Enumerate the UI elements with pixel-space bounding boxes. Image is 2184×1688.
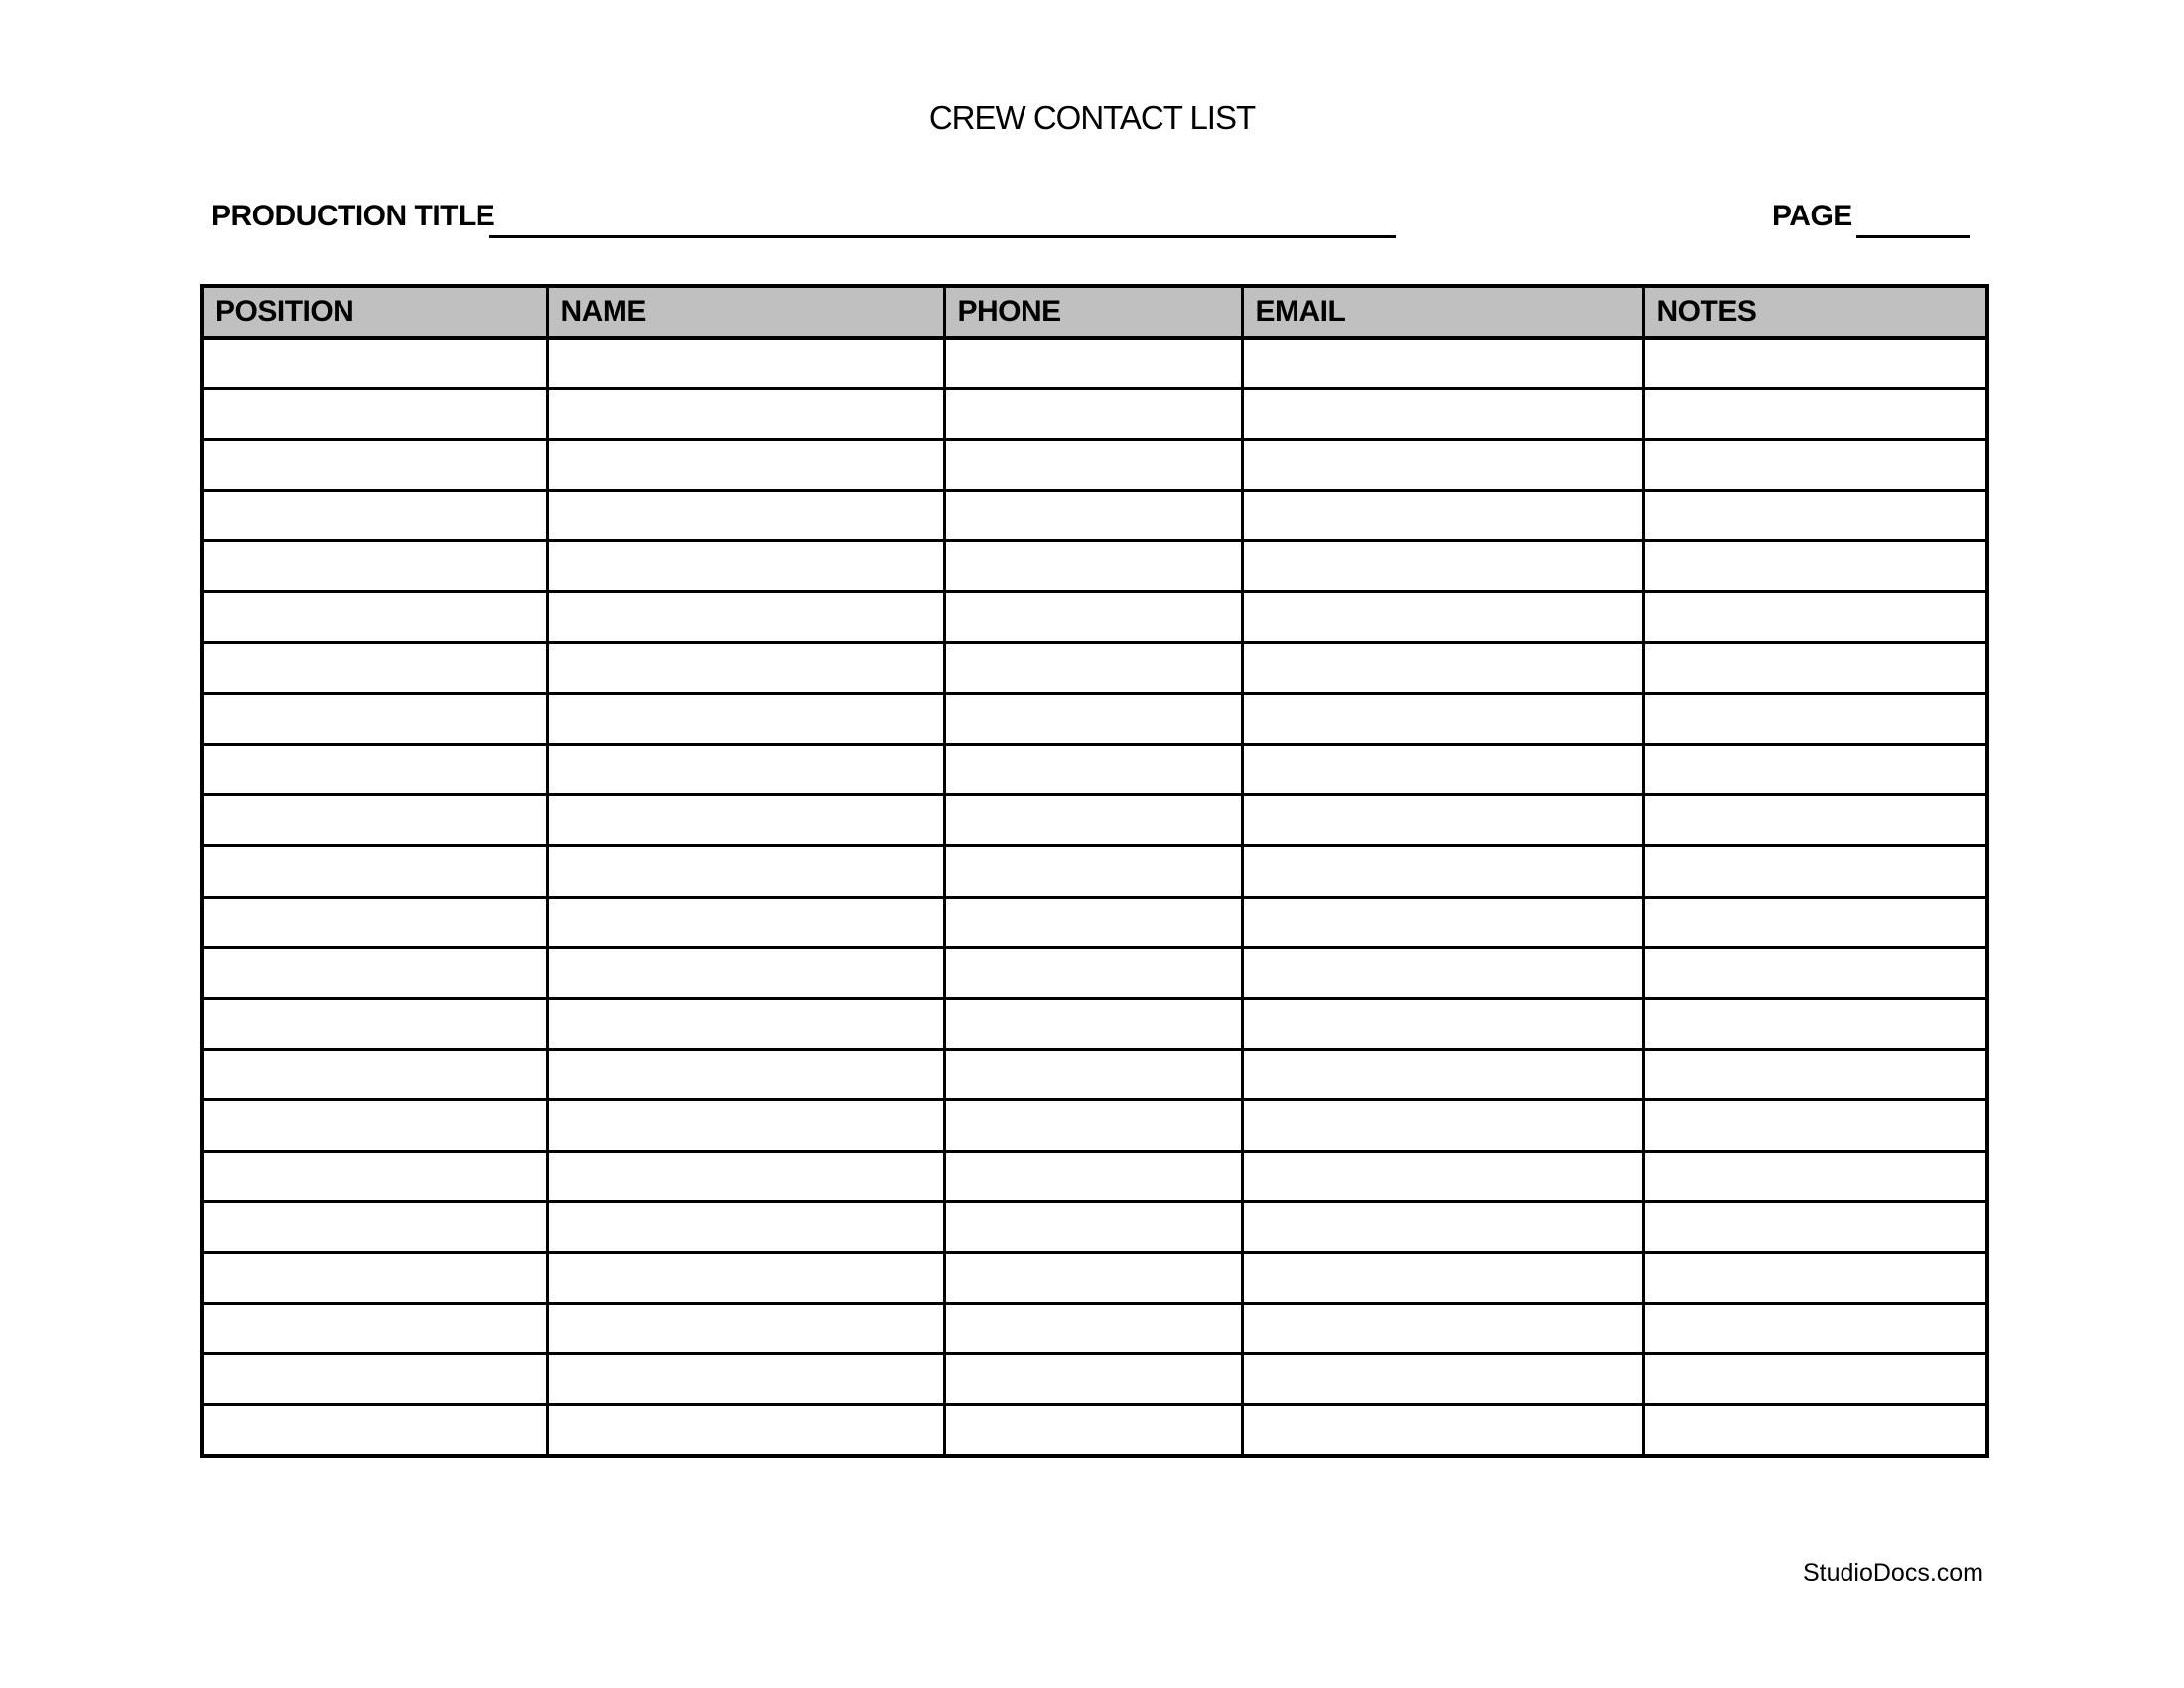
table-cell [547, 897, 944, 947]
table-cell [547, 491, 944, 541]
table-cell [1643, 338, 1987, 388]
table-cell [1643, 388, 1987, 439]
table-cell [202, 592, 547, 642]
table-cell [547, 1050, 944, 1100]
table-cell [1242, 795, 1643, 846]
table-cell [1643, 491, 1987, 541]
table-cell [1643, 745, 1987, 795]
table-cell [1242, 541, 1643, 592]
table-row [202, 541, 1987, 592]
page-blank-line [1856, 203, 1970, 238]
table-cell [202, 491, 547, 541]
table-cell [547, 439, 944, 490]
table-cell [202, 897, 547, 947]
footer-watermark: StudioDocs.com [1802, 1559, 1983, 1587]
table-cell [1643, 1050, 1987, 1100]
table-cell [547, 745, 944, 795]
table-cell [1643, 1201, 1987, 1252]
table-row [202, 846, 1987, 897]
table-cell [1643, 642, 1987, 693]
table-cell [547, 1201, 944, 1252]
table-cell [944, 897, 1242, 947]
table-cell [547, 1252, 944, 1303]
table-cell [1643, 1354, 1987, 1405]
table-cell [944, 1201, 1242, 1252]
table-cell [1242, 1201, 1643, 1252]
table-cell [202, 1354, 547, 1405]
table-cell [944, 642, 1242, 693]
table-cell [944, 1100, 1242, 1151]
table-cell [202, 795, 547, 846]
table-row [202, 897, 1987, 947]
table-cell [1643, 439, 1987, 490]
table-cell [1643, 693, 1987, 744]
column-header-notes: NOTES [1643, 286, 1987, 338]
table-cell [944, 1050, 1242, 1100]
table-row [202, 592, 1987, 642]
table-cell [1242, 998, 1643, 1049]
table-cell [944, 1151, 1242, 1201]
table-cell [1242, 1405, 1643, 1456]
table-cell [1643, 998, 1987, 1049]
table-cell [1643, 1252, 1987, 1303]
table-cell [202, 1252, 547, 1303]
crew-contact-table [200, 284, 1989, 1458]
table-cell [202, 1304, 547, 1354]
table-cell [944, 388, 1242, 439]
table-cell [1242, 947, 1643, 998]
table-cell [1242, 1252, 1643, 1303]
table-cell [1242, 745, 1643, 795]
column-header-position: POSITION [202, 286, 547, 338]
table-cell [1242, 1151, 1643, 1201]
table-row [202, 1100, 1987, 1151]
table-cell [1242, 1304, 1643, 1354]
table-cell [944, 745, 1242, 795]
table-cell [547, 1304, 944, 1354]
table-row [202, 1252, 1987, 1303]
table-row [202, 947, 1987, 998]
table-cell [1643, 897, 1987, 947]
table-cell [1643, 592, 1987, 642]
table-cell [1242, 642, 1643, 693]
table-row [202, 795, 1987, 846]
table-cell [944, 1252, 1242, 1303]
column-header-email: EMAIL [1242, 286, 1643, 338]
table-cell [1643, 947, 1987, 998]
column-header-name: NAME [547, 286, 944, 338]
table-cell [944, 1405, 1242, 1456]
table-cell [944, 846, 1242, 897]
table-row [202, 1201, 1987, 1252]
table-cell [547, 1405, 944, 1456]
table-cell [1643, 1304, 1987, 1354]
table-cell [1242, 846, 1643, 897]
table-row [202, 1405, 1987, 1456]
table-cell [202, 998, 547, 1049]
table-cell [944, 1354, 1242, 1405]
table-cell [944, 491, 1242, 541]
table-cell [944, 338, 1242, 388]
table-cell [202, 947, 547, 998]
table-cell [1242, 388, 1643, 439]
table-row [202, 1304, 1987, 1354]
table-header-row [202, 286, 1987, 338]
table-cell [547, 388, 944, 439]
table-cell [1643, 541, 1987, 592]
table-cell [202, 1405, 547, 1456]
table-cell [202, 693, 547, 744]
table-cell [202, 745, 547, 795]
table-cell [202, 1201, 547, 1252]
table-cell [1643, 1100, 1987, 1151]
table-cell [1242, 439, 1643, 490]
table-cell [547, 642, 944, 693]
table-cell [547, 1100, 944, 1151]
table-row [202, 439, 1987, 490]
table-row [202, 388, 1987, 439]
table-cell [547, 1151, 944, 1201]
table-row [202, 693, 1987, 744]
table-cell [1643, 1151, 1987, 1201]
table-cell [547, 846, 944, 897]
table-cell [547, 541, 944, 592]
table-cell [944, 439, 1242, 490]
table-cell [202, 338, 547, 388]
table-cell [547, 592, 944, 642]
production-title-blank-line [489, 203, 1396, 238]
table-cell [547, 998, 944, 1049]
table-cell [202, 541, 547, 592]
table-row [202, 1050, 1987, 1100]
table-cell [547, 338, 944, 388]
table-body [202, 338, 1987, 1456]
table-row [202, 642, 1987, 693]
table-cell [547, 947, 944, 998]
page-label: PAGE [1772, 200, 1852, 232]
table-cell [1242, 1100, 1643, 1151]
table-cell [547, 693, 944, 744]
table-cell [202, 1100, 547, 1151]
table-cell [944, 1304, 1242, 1354]
table-cell [202, 846, 547, 897]
table-cell [1242, 491, 1643, 541]
production-title-label: PRODUCTION TITLE [211, 200, 495, 232]
table-cell [1242, 338, 1643, 388]
table-cell [1242, 592, 1643, 642]
table-row [202, 745, 1987, 795]
table-cell [944, 541, 1242, 592]
table-cell [944, 693, 1242, 744]
table-cell [1242, 1354, 1643, 1405]
table-cell [944, 592, 1242, 642]
table-cell [1242, 897, 1643, 947]
table-cell [1643, 795, 1987, 846]
table-cell [1643, 1405, 1987, 1456]
table-cell [1643, 846, 1987, 897]
table-cell [944, 795, 1242, 846]
table-cell [944, 998, 1242, 1049]
table-cell [202, 1151, 547, 1201]
table-cell [1242, 693, 1643, 744]
table-row [202, 1354, 1987, 1405]
column-header-phone: PHONE [944, 286, 1242, 338]
table-cell [202, 439, 547, 490]
table-cell [944, 947, 1242, 998]
table-row [202, 338, 1987, 388]
table-cell [547, 795, 944, 846]
table-cell [202, 642, 547, 693]
table-cell [547, 1354, 944, 1405]
page-title: CREW CONTACT LIST [928, 99, 1256, 136]
table-row [202, 1151, 1987, 1201]
table-cell [202, 1050, 547, 1100]
table-row [202, 491, 1987, 541]
table-cell [202, 388, 547, 439]
table-cell [1242, 1050, 1643, 1100]
table-row [202, 998, 1987, 1049]
